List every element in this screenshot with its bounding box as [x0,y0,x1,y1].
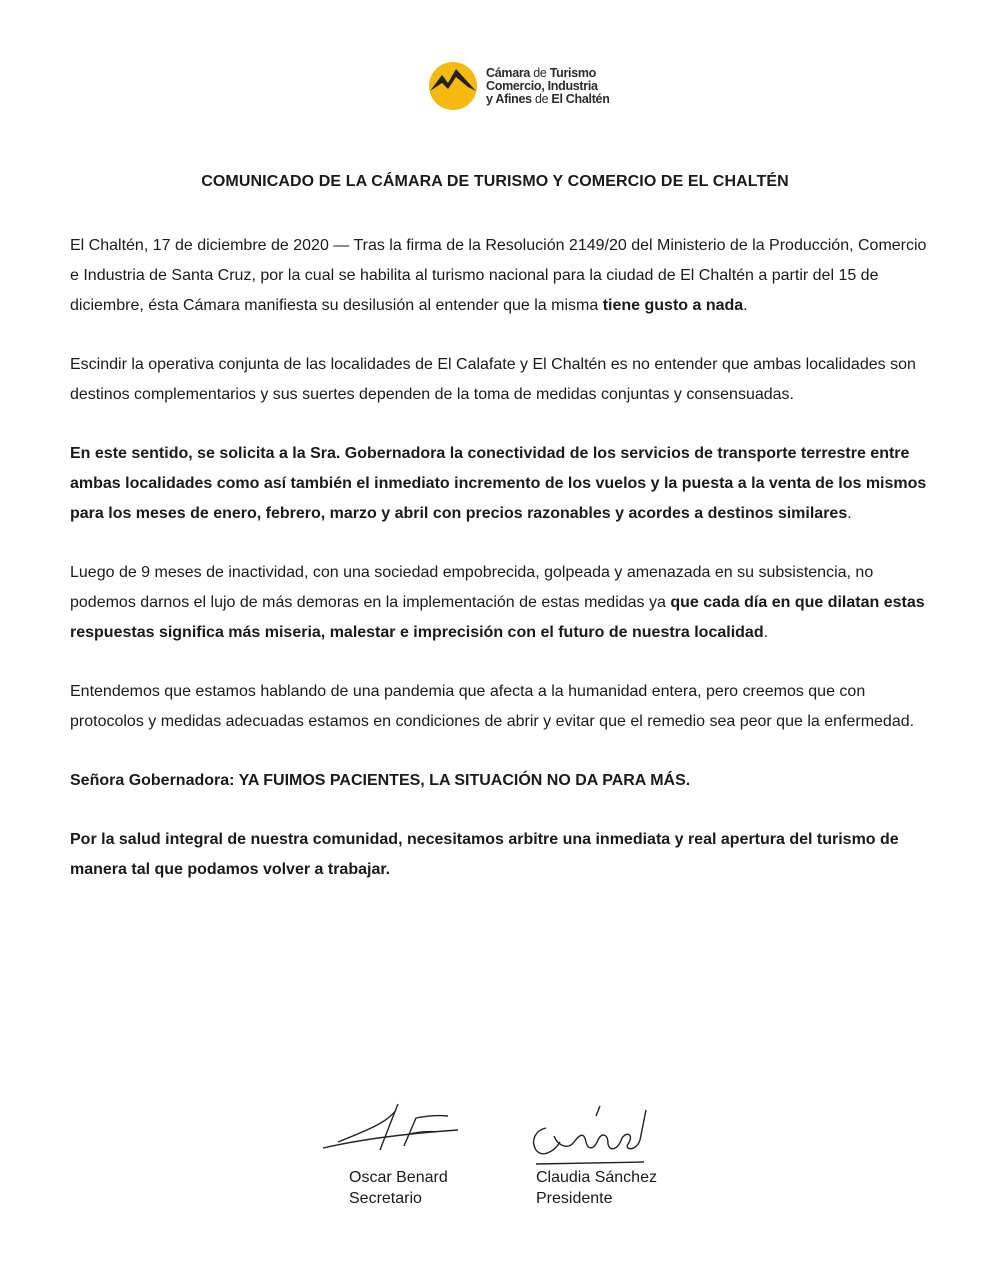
paragraph-7: Por la salud integral de nuestra comunidad, necesitamos arbitre una inmediata y real apertura del turismo de manera tal que podamos volver a trabajar. [70,831,899,878]
signature-claudia-icon [524,1094,664,1166]
document-title: COMUNICADO DE LA CÁMARA DE TURISMO Y COMERCIO DE EL CHALTÉN [201,173,789,190]
paragraph-5: Entendemos que estamos hablando de una pandemia que afecta a la humanidad entera, pero creemos que con protocolos y medidas adecuadas estamos en condiciones de abrir y evitar que el remedio sea peor que la enfermedad. [70,683,915,730]
paragraph-4: Luego de 9 meses de inactividad, con una sociedad empobrecida, golpeada y amenazada en su subsistencia, no podemos darnos el lujo de más demoras en la implementación de estas medidas ya que cada día en que dilatan estas respuestas significa más miseria, malestar e imprecisión con el futuro de nuestra localidad. [70,564,925,641]
document-body [70,231,930,914]
signer-role: Secretario [349,1190,422,1207]
paragraph-1: El Chaltén, 17 de diciembre de 2020 — Tras la firma de la Resolución 2149/20 del Ministerio de la Producción, Comercio e Industria de Santa Cruz, por la cual se habilita al turismo nacional para la ciudad de El Chaltén a partir del 15 de diciembre, ésta Cámara manifiesta su desilusión al entender que la misma tiene gusto a nada. [70,237,927,314]
signer-name: Claudia Sánchez [536,1169,657,1186]
paragraph-6: Señora Gobernadora: YA FUIMOS PACIENTES, LA SITUACIÓN NO DA PARA MÁS. [70,772,691,789]
signature-block-oscar [349,1167,448,1209]
mountain-logo-icon [428,61,478,111]
logo-text: Cámara de Turismo Comercio, Industria y Afines de El Chaltén [486,65,610,106]
signature-block-claudia [536,1167,657,1209]
paragraph-2: Escindir la operativa conjunta de las localidades de El Calafate y El Chaltén es no entender que ambas localidades son destinos complementarios y sus suertes dependen de la toma de medidas conjuntas y consensuadas. [70,356,916,403]
paragraph-3: En este sentido, se solicita a la Sra. Gobernadora la conectividad de los servicios de transporte terrestre entre ambas localidades como así también el inmediato incremento de los vuelos y la puesta a la venta de los mismos para los meses de enero, febrero, marzo y abril con precios razonables y acordes a destinos similares. [70,445,927,522]
signer-name: Oscar Benard [349,1169,448,1186]
signer-role: Presidente [536,1190,613,1207]
signature-oscar-icon [318,1100,468,1160]
chamber-logo [428,58,628,114]
